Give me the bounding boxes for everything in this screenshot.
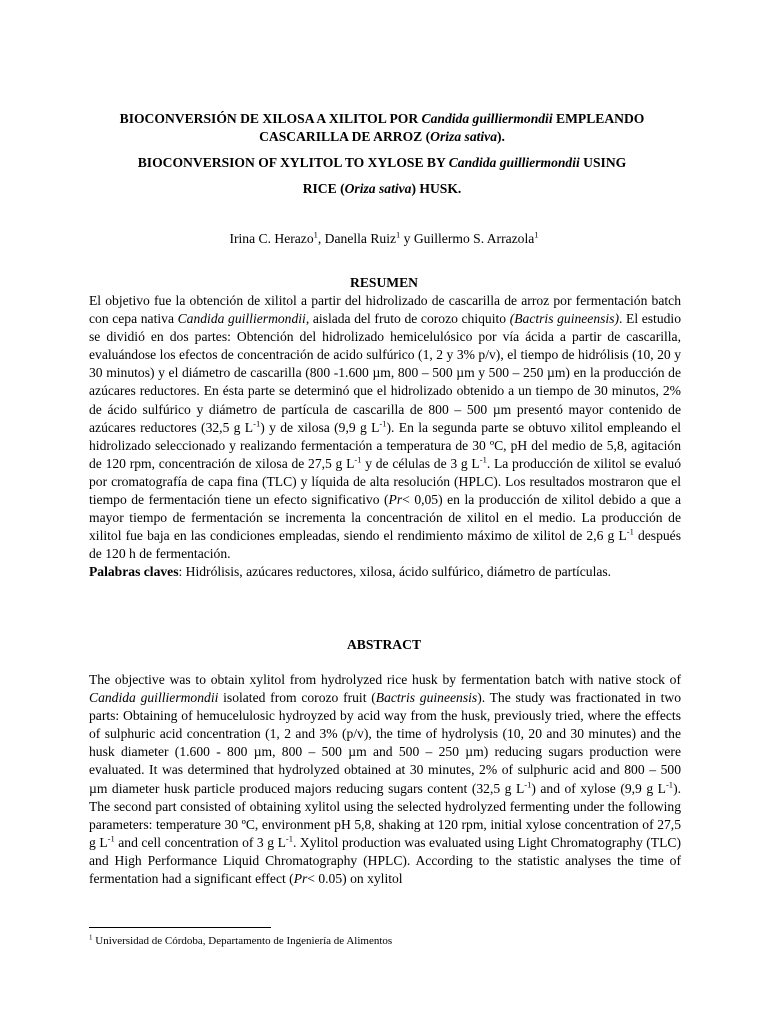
author-name: Danella Ruiz <box>324 231 397 246</box>
title-en-plant: Oriza sativa <box>344 181 412 196</box>
title-es-text: EMPLEANDO CASCARILLA DE ARROZ ( <box>259 111 645 144</box>
title-es-plant: Oriza sativa <box>430 129 497 144</box>
title-en-text: ) HUSK. <box>411 181 462 196</box>
abstract-heading: ABSTRACT <box>346 637 422 652</box>
superscript: -1 <box>379 418 387 429</box>
text-run: and cell concentration of 3 g L <box>114 834 286 850</box>
text-run: < 0,05) en la producción de xilitol debido a que a mayor tiempo de fermentación se incrementa la concentración de xilitol en el medio. La producción de xilitol fue baja en las condiciones empleadas, siendo el rendimiento máximo de xilitol de 2,6 g L <box>89 492 681 544</box>
keywords-label: Palabras claves <box>89 564 179 580</box>
text-run: y de células de 3 g L <box>361 455 480 471</box>
resumen-body <box>89 292 681 582</box>
species-name: Bactris guineensis <box>375 690 478 706</box>
italic-symbol: Pr <box>293 871 308 887</box>
superscript: -1 <box>626 526 634 537</box>
text-run: después de 120 h de fermentación. <box>89 528 681 562</box>
superscript: -1 <box>107 833 115 844</box>
footnote-divider <box>89 927 271 928</box>
superscript: -1 <box>524 779 532 790</box>
text-run: El objetivo fue la obtención de xilitol a partir del hidrolizado de cascarilla de arroz por fermentación batch con cepa nativa <box>89 293 681 327</box>
text-run: ). The study was fractionated in two parts: Obtaining of hemucelulosic hydroyzed by acid way from the husk, previously tried, where the effects of sulphuric acid concentration (1, 2 and 3% (p/v), the time of hydrolysis (10, 20 and 30 minutes) and the husk diameter (1.600 - 800 µm, 800 – 500 µm and 500 – 250 µm) reducing sugars production were evaluated. It was determined that hydrolyzed obtained at 30 minutes, 2% of sulphuric acid and 800 – 500 µm diameter husk particle produced majors reducing sugars content (32,5 g L <box>89 690 681 796</box>
text-run: ). En la segunda parte se obtuvo xilitol empleando el hidrolizado seleccionado y realizando fermentación a temperatura de 30 ºC, pH del medio de 5,8, agitación de 120 rpm, concentración de xilosa de 27,5 g L <box>89 419 682 471</box>
title-es-text: ). <box>497 129 505 144</box>
superscript: -1 <box>253 418 261 429</box>
affiliation-mark: 1 <box>534 229 539 240</box>
title-en-organism: Candida guilliermondii <box>448 155 580 170</box>
author-name: Irina C. Herazo <box>229 231 314 246</box>
author-separator: y <box>400 231 414 246</box>
abstract-body <box>89 671 681 888</box>
superscript: -1 <box>479 454 487 465</box>
text-run: . La producción de xilitol se evaluó por cromatografía de capa fina (TLC) y líquida de alta resolución (HPLC). Los resultados mostraron que el tiempo de fermentación tiene un efecto significativo ( <box>89 455 681 508</box>
text-run: . Xylitol production was evaluated using Light Chromatography (TLC) and High Performance Liquid Chromatography (HPLC). According to the statistic analyses the time of fermentation had a significant effect ( <box>89 834 682 887</box>
keywords-line <box>89 563 681 581</box>
footnote <box>89 934 681 948</box>
superscript: -1 <box>665 779 674 790</box>
affiliation-mark: 1 <box>396 229 401 240</box>
author-name: Guillermo S. Arrazola <box>413 231 535 246</box>
keywords-text: : Hidrólisis, azúcares reductores, xilosa, ácido sulfúrico, diámetro de partículas. <box>178 564 612 580</box>
title-en-text: USING <box>579 155 627 170</box>
superscript: -1 <box>354 454 362 465</box>
species-name: Candida guilliermondii <box>89 690 219 706</box>
author-separator: , <box>317 231 325 246</box>
species-name: Candida guilliermondii <box>177 311 306 327</box>
footnote-mark: 1 <box>89 933 93 942</box>
text-run: , aislada del fruto de corozo chiquito <box>305 311 510 327</box>
species-name: (Bactris guineensis) <box>509 311 620 327</box>
title-en-text: RICE ( <box>302 181 345 196</box>
italic-symbol: Pr <box>388 492 403 508</box>
title-en-text: BIOCONVERSION OF XYLITOL TO XYLOSE BY <box>137 155 449 170</box>
text-run: The objective was to obtain xylitol from hydrolyzed rice husk by fermentation batch with native stock of <box>89 672 681 687</box>
superscript: -1 <box>285 833 293 844</box>
title-es-text: BIOCONVERSIÓN DE XILOSA A XILITOL POR <box>119 111 422 126</box>
author-list <box>0 230 768 248</box>
title-es-organism: Candida guilliermondii <box>421 111 553 126</box>
footnote-text: Universidad de Córdoba, Departamento de Ingeniería de Alimentos <box>92 935 393 947</box>
text-run: ) and of xylose (9,9 g L <box>531 780 666 796</box>
text-run: ) y de xilosa (9,9 g L <box>260 419 380 435</box>
text-run: ). The second part consisted of obtaining xylitol using the selected hydrolyzed fermenting under the following parameters: temperature 30 ºC, environment pH 5,8, shaking at 120 rpm, initial xylose concentration of 27,5 g L <box>89 780 681 850</box>
affiliation-mark: 1 <box>313 229 318 240</box>
text-run: < 0.05) on xylitol <box>307 871 403 887</box>
title-english <box>80 154 684 198</box>
text-run: isolated from corozo fruit ( <box>218 690 376 706</box>
resumen-paragraph <box>89 292 681 563</box>
title-spanish <box>80 110 684 146</box>
abstract-paragraph <box>89 671 681 888</box>
text-run: . El estudio se dividió en dos partes: Obtención del hidrolizado hemicelulósico por vía ácida a partir de cascarilla, evaluándose los efectos de concentración de acido sulfúrico (1, 2 y 3% p/v), el tiempo de hidrólisis (10, 20 y 30 minutos) y el diámetro de cascarilla (800 -1.600 µm, 800 – 500 µm y 500 – 250 µm) en la producción de azúcares reductores. En ésta parte se determinó que el hidrolizado obtenido a un tiempo de 30 minutos, 2% de ácido sulfúrico y diámetro de partícula de cascarilla de 800 – 500 µm presentó mayor contenido de azúcares reductores (32,5 g L <box>89 311 681 435</box>
resumen-heading: RESUMEN <box>350 275 418 290</box>
